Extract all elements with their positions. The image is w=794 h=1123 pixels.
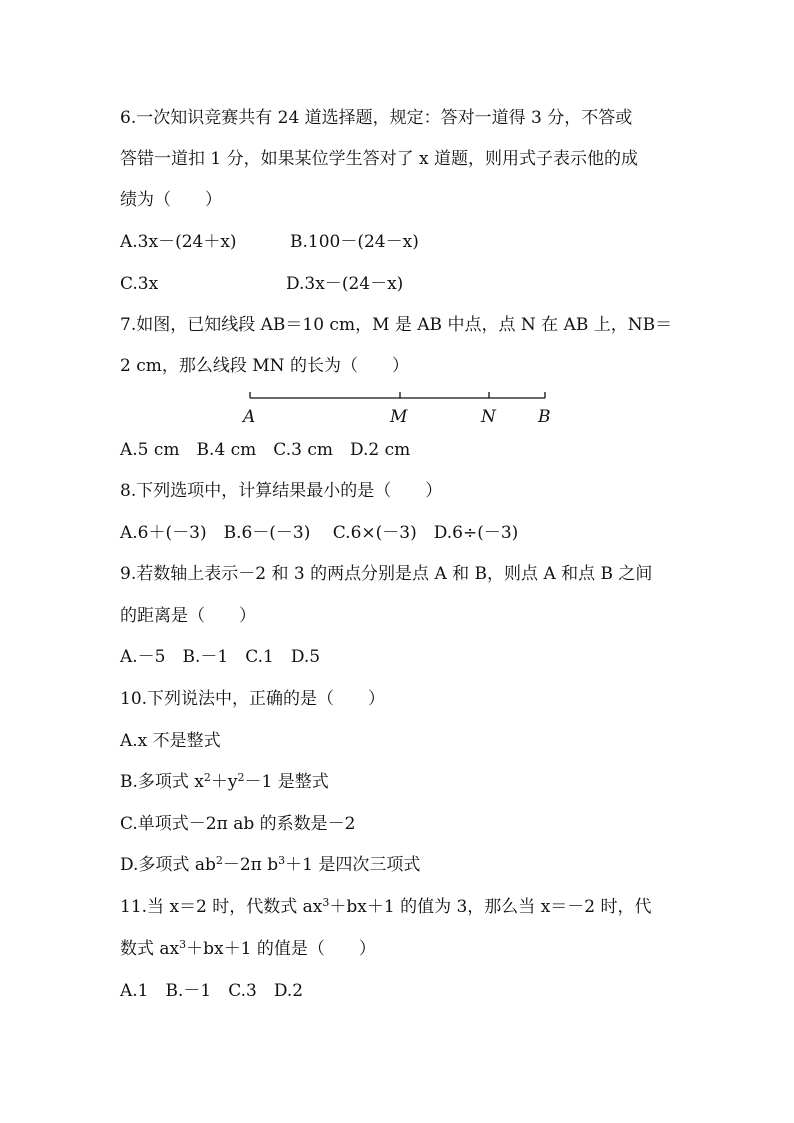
question-7-options: A.5 cm B.4 cm C.3 cm D.2 cm (120, 440, 411, 460)
question-9-options: A.－5 B.－1 C.1 D.5 (120, 647, 321, 667)
label-n: N (481, 407, 496, 427)
label-a: A (243, 407, 256, 427)
label-b: B (538, 407, 551, 427)
question-10-option-b: B.多项式 $x^2+y^2-1$ 是整式 (120, 771, 329, 792)
line-segment-figure (240, 388, 560, 428)
question-11-options: A.1 B.－1 C.3 D.2 (120, 981, 304, 1001)
question-6-line-3: 绩为（ ） (120, 190, 222, 210)
question-10-option-a: A.x 不是整式 (120, 731, 221, 751)
question-11-line-2: 数式 $ax^3+bx+1$ 的值是（ ） (120, 938, 376, 959)
question-8-options: A.6＋(－3) B.6－(－3) C.6×(－3) D.6÷(－3) (120, 523, 519, 543)
question-7-line-2: 2 cm，那么线段 MN 的长为（ ） (120, 356, 409, 376)
question-6-option-c: C.3x (120, 274, 159, 294)
question-10-option-d: D.多项式 $ab^2-2\pi$ $b^3+1$ 是四次三项式 (120, 854, 421, 875)
question-10-line-1: 10.下列说法中，正确的是（ ） (120, 689, 386, 709)
question-6-option-d: D.3x－(24－x) (286, 274, 404, 294)
question-8-line-1: 8.下列选项中，计算结果最小的是（ ） (120, 481, 443, 501)
label-m: M (390, 407, 408, 427)
question-11-line-1: 11.当 x＝2 时，代数式 $ax^3+bx+1$ 的值为 3，那么当 x＝－2 时，代 (120, 896, 652, 917)
question-9-line-1: 9.若数轴上表示－2 和 3 的两点分别是点 A 和 B，则点 A 和点 B 之间 (120, 564, 653, 584)
question-10-option-c: C.单项式－2π ab 的系数是－2 (120, 814, 356, 834)
question-7-line-1: 7.如图，已知线段 AB＝10 cm，M 是 AB 中点，点 N 在 AB 上，NB＝ (120, 315, 673, 335)
question-6-option-b: B.100－(24－x) (290, 232, 419, 252)
question-6-line-1: 6.一次知识竞赛共有 24 道选择题，规定：答对一道得 3 分，不答或 (120, 108, 633, 128)
question-6-option-a: A.3x－(24＋x) (120, 232, 237, 252)
question-6-line-2: 答错一道扣 1 分，如果某位学生答对了 x 道题，则用式子表示他的成 (120, 149, 639, 169)
question-9-line-2: 的距离是（ ） (120, 606, 256, 626)
